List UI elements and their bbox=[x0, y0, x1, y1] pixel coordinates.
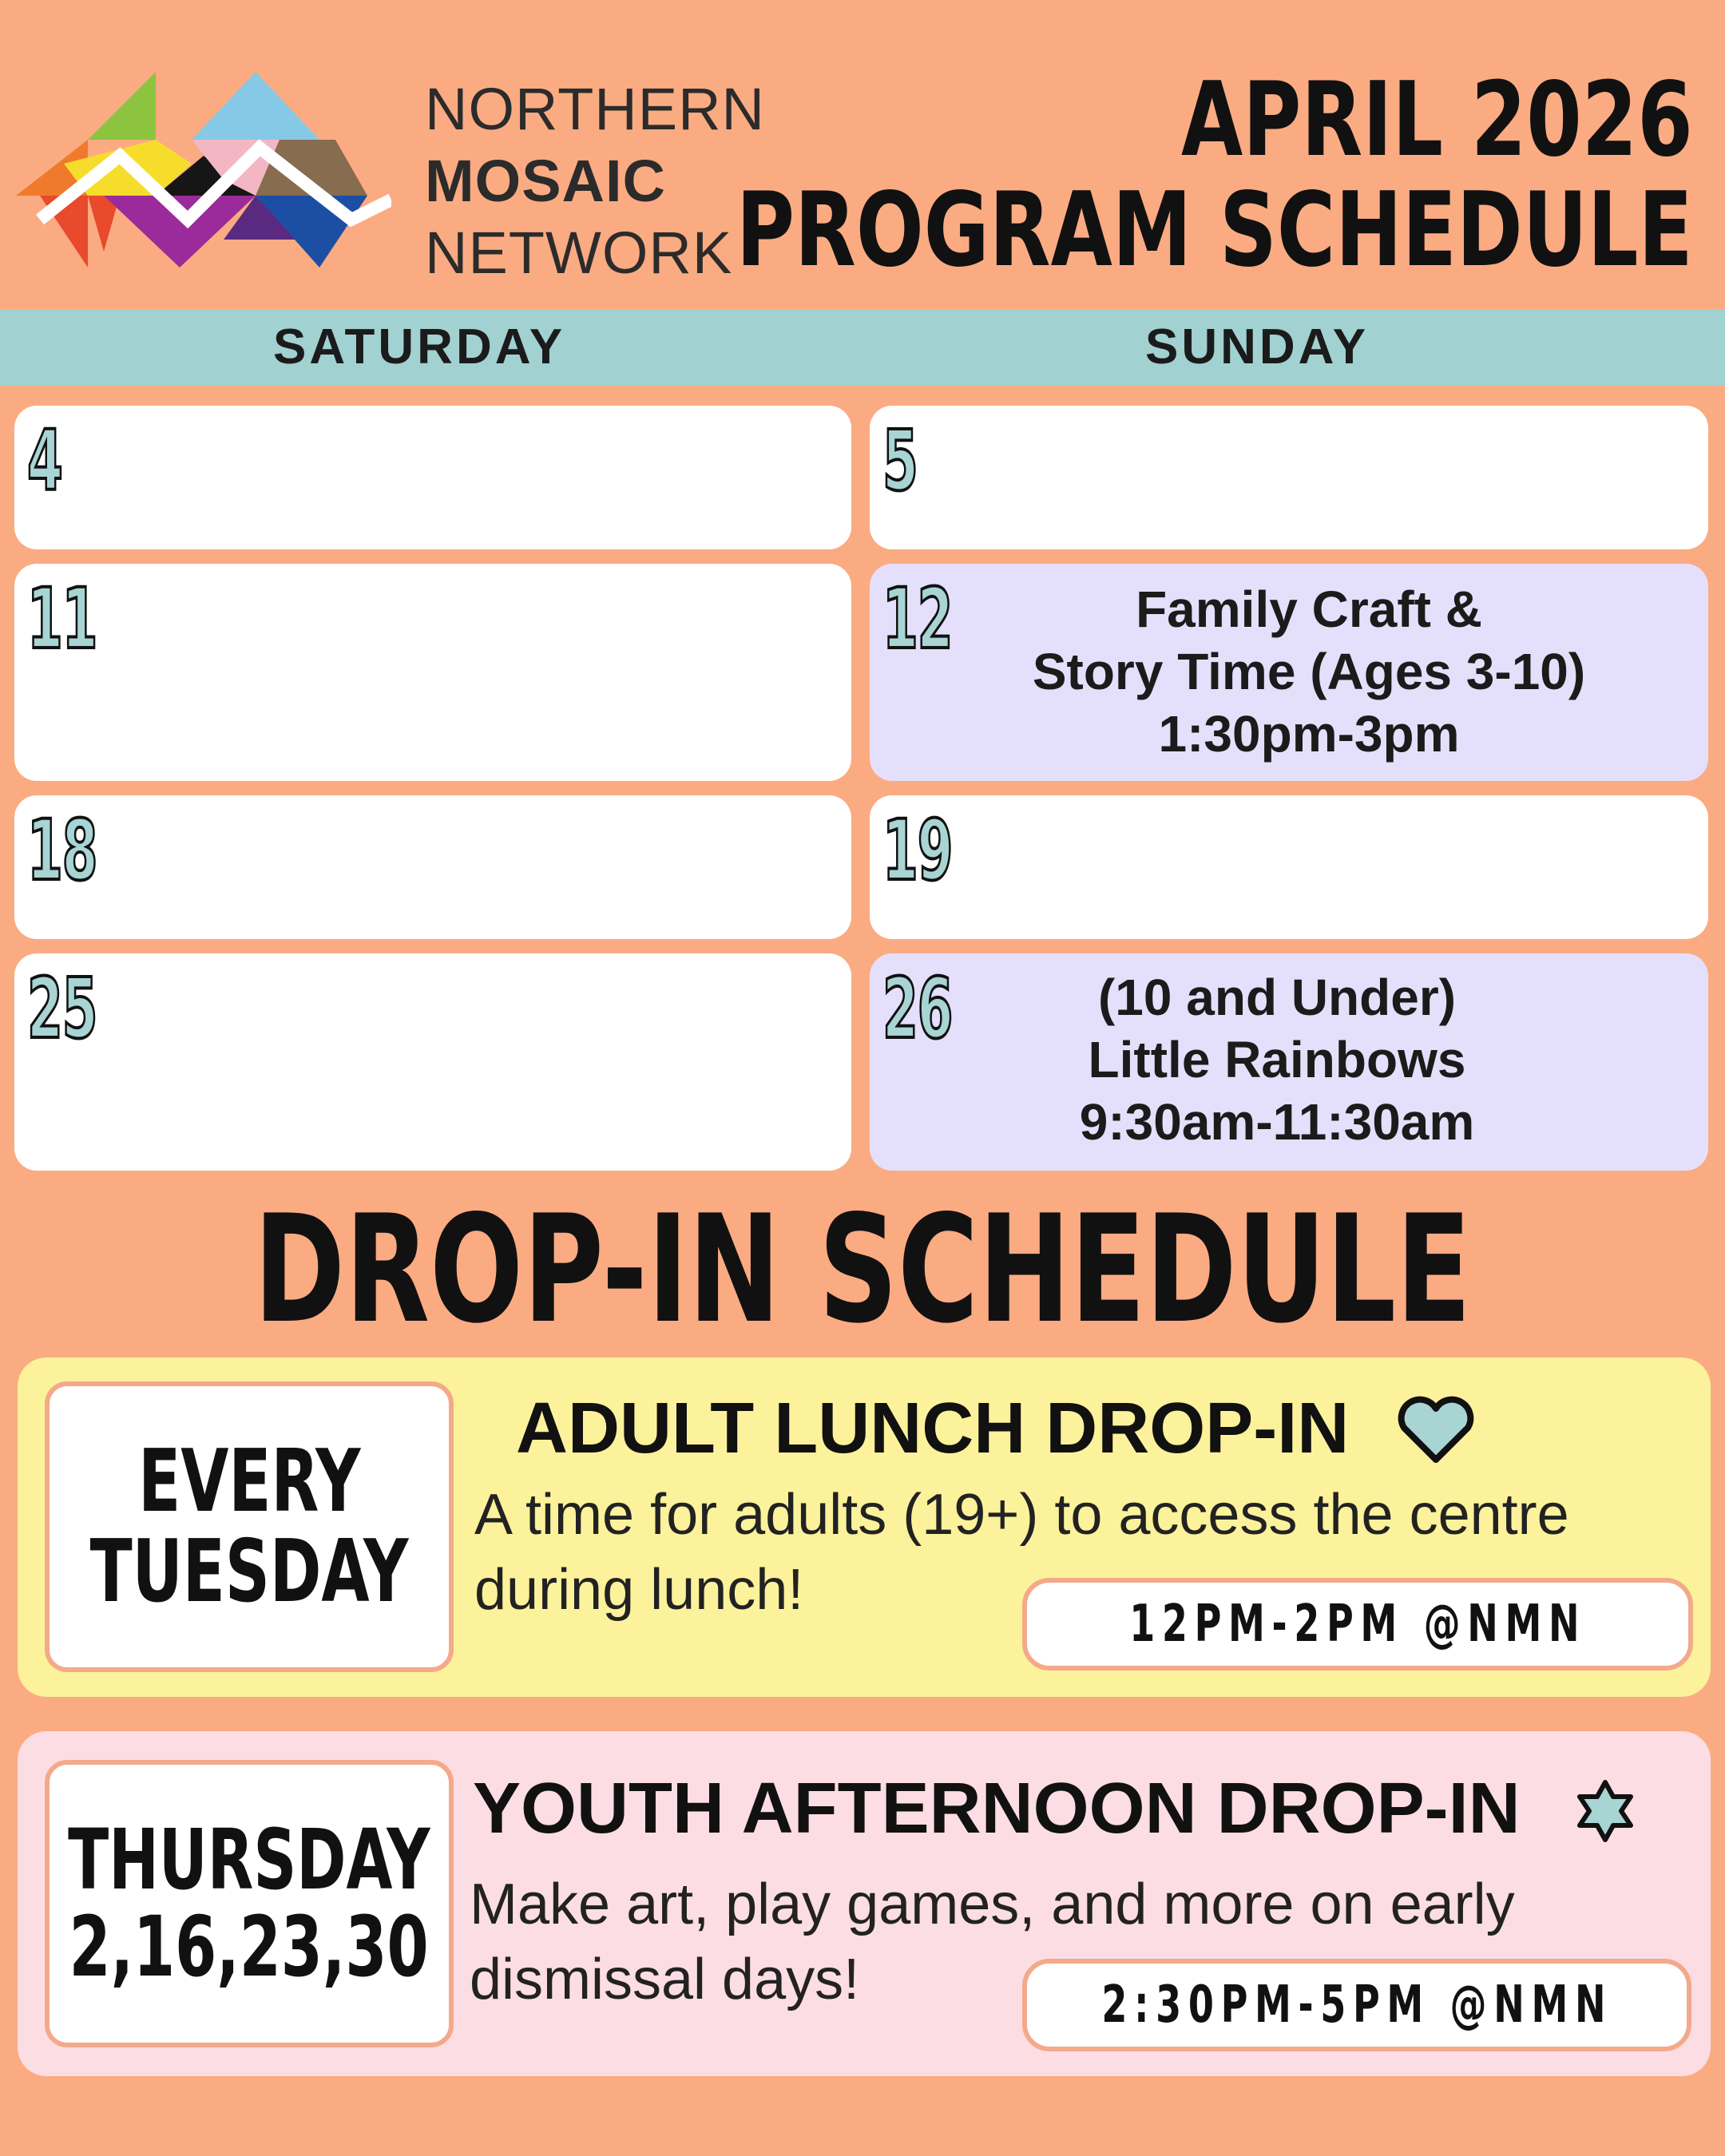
event-title-line1: Family Craft & bbox=[1136, 581, 1482, 638]
adult-desc-line1: A time for adults (19+) to access the centre bbox=[474, 1483, 1569, 1547]
day-number: 12 bbox=[882, 570, 953, 668]
org-line-northern: NORTHERN bbox=[425, 76, 765, 142]
event-little-rainbows bbox=[950, 966, 1604, 1153]
youth-day-box bbox=[45, 1760, 454, 2047]
org-line-mosaic: MOSAIC bbox=[425, 148, 666, 214]
adult-lunch-panel bbox=[18, 1357, 1711, 1697]
day-number: 26 bbox=[882, 960, 953, 1057]
event-time: 9:30am-11:30am bbox=[1079, 1093, 1475, 1151]
calendar-cell-sat-25 bbox=[14, 953, 851, 1171]
event-title-line2: Little Rainbows bbox=[1088, 1031, 1466, 1088]
adult-day-line2: TUESDAY bbox=[89, 1522, 409, 1622]
youth-drop-in-title: YOUTH AFTERNOON DROP-IN bbox=[473, 1769, 1521, 1849]
event-family-craft bbox=[950, 578, 1668, 765]
event-title-line2: Story Time (Ages 3-10) bbox=[1032, 643, 1586, 700]
org-line-network: NETWORK bbox=[425, 220, 733, 286]
organization-name bbox=[425, 73, 765, 289]
page-title bbox=[736, 61, 1693, 290]
day-number: 25 bbox=[27, 960, 97, 1057]
saturday-label: SATURDAY bbox=[273, 319, 566, 375]
calendar-cell-sun-26 bbox=[870, 953, 1708, 1171]
heart-icon bbox=[1398, 1396, 1474, 1463]
calendar-cell-sun-19 bbox=[870, 795, 1708, 939]
day-number: 11 bbox=[27, 570, 97, 668]
title-program-schedule: PROGRAM SCHEDULE bbox=[736, 171, 1693, 290]
sunday-label: SUNDAY bbox=[1145, 319, 1370, 375]
day-number: 4 bbox=[27, 412, 62, 509]
calendar-cell-sun-5 bbox=[870, 406, 1708, 549]
title-month: APRIL 2026 bbox=[1181, 61, 1693, 180]
youth-afternoon-panel bbox=[18, 1731, 1711, 2076]
weekday-header-bar bbox=[0, 309, 1725, 386]
star-icon bbox=[1572, 1778, 1639, 1845]
youth-time: 2:30PM-5PM @NMN bbox=[1101, 1976, 1612, 2035]
day-number: 18 bbox=[27, 802, 97, 899]
adult-day-box bbox=[45, 1381, 454, 1672]
organization-logo bbox=[16, 68, 391, 268]
adult-desc-line2: during lunch! bbox=[474, 1558, 804, 1622]
calendar-cell-sat-11 bbox=[14, 564, 851, 781]
youth-day-line2: 2,16,23,30 bbox=[69, 1898, 430, 1995]
adult-drop-in-title: ADULT LUNCH DROP-IN bbox=[516, 1389, 1350, 1468]
adult-day-line1: EVERY bbox=[137, 1431, 361, 1532]
event-title-line1: (10 and Under) bbox=[1097, 969, 1457, 1026]
day-number: 5 bbox=[882, 412, 918, 509]
adult-time: 12PM-2PM @NMN bbox=[1129, 1595, 1586, 1654]
calendar-cell-sun-12 bbox=[870, 564, 1708, 781]
youth-desc-line1: Make art, play games, and more on early bbox=[470, 1873, 1515, 1936]
event-time: 1:30pm-3pm bbox=[1158, 705, 1460, 763]
day-number: 19 bbox=[882, 802, 953, 899]
youth-desc-line2: dismissal days! bbox=[470, 1948, 860, 2011]
drop-in-heading: DROP-IN SCHEDULE bbox=[253, 1183, 1472, 1356]
adult-time-pill bbox=[1022, 1578, 1693, 1671]
calendar-cell-sat-18 bbox=[14, 795, 851, 939]
youth-time-pill bbox=[1022, 1959, 1691, 2051]
calendar-cell-sat-4 bbox=[14, 406, 851, 549]
youth-day-line1: THURSDAY bbox=[68, 1810, 430, 1908]
